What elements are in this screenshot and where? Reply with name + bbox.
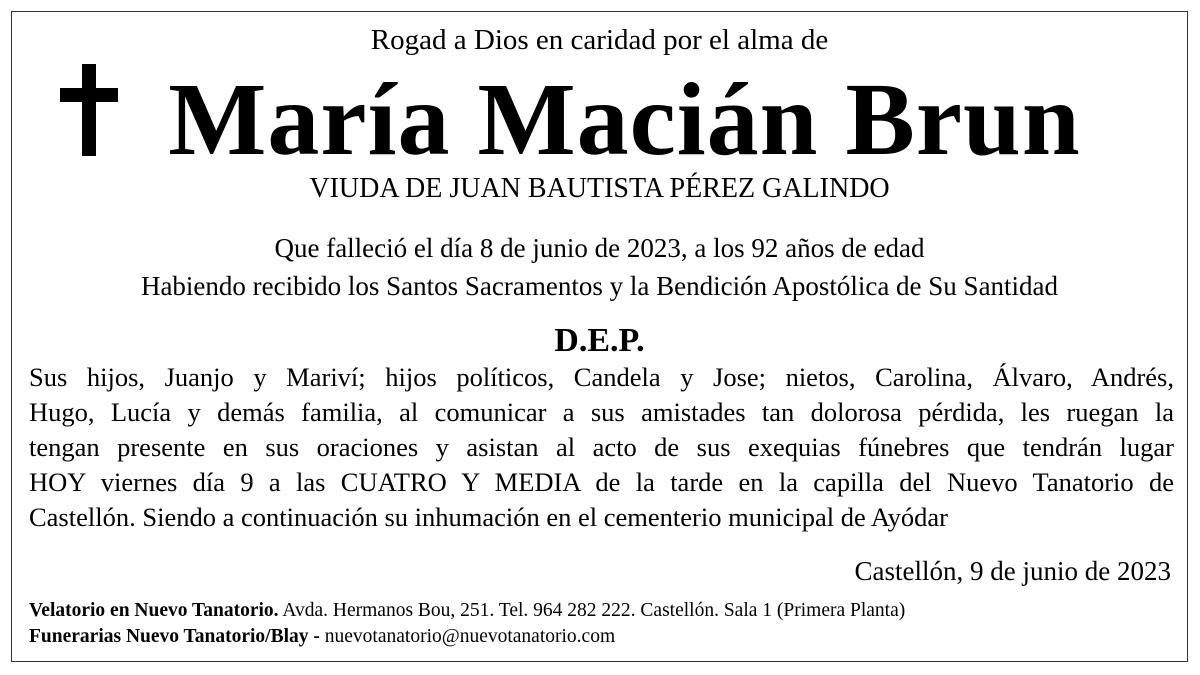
funeral-home-label: Funerarias Nuevo Tanatorio/Blay - [29, 626, 320, 647]
place-date: Castellón, 9 de junio de 2023 [854, 556, 1171, 586]
dep-heading: D.E.P. [554, 322, 645, 359]
death-date-line: Que falleció el día 8 de junio de 2023, a los 92 años de edad [274, 233, 925, 263]
sacraments-line: Habiendo recibido los Santos Sacramentos y la Bendición Apostólica de Su Santidad [140, 271, 1059, 301]
intro-text: Rogad a Dios en caridad por el alma de [370, 24, 829, 56]
wake-details: Avda. Hermanos Bou, 251. Tel. 964 282 222. Castellón. Sala 1 (Primera Planta) [278, 600, 906, 621]
body-line: Sus hijos, Juanjo y Mariví; hijos políticos, Candela y Jose; nietos, Carolina, Álvaro, Andrés, [29, 362, 1174, 392]
funeral-home-info [29, 626, 615, 648]
body-line: Castellón. Siendo a continuación su inhumación en el cementerio municipal de Ayódar [29, 502, 948, 532]
funeral-home-email[interactable]: nuevotanatorio@nuevotanatorio.com [319, 626, 616, 647]
body-line: HOY viernes día 9 a las CUATRO Y MEDIA de la tarde en la capilla del Nuevo Tanatorio de [29, 467, 1174, 497]
widow-line: VIUDA DE JUAN BAUTISTA PÉREZ GALINDO [309, 173, 890, 204]
body-line: Hugo, Lucía y demás familia, al comunicar a sus amistades tan dolorosa pérdida, les ruegan la [29, 397, 1174, 427]
deceased-name: María Macián Brun [168, 62, 1081, 177]
wake-info [29, 600, 905, 622]
announcement-body [29, 360, 1174, 535]
body-line: tengan presente en sus oraciones y asistan al acto de sus exequias fúnebres que tendrán lugar [29, 432, 1174, 462]
wake-label: Velatorio en Nuevo Tanatorio. [29, 600, 279, 621]
obituary-notice [11, 11, 1188, 662]
